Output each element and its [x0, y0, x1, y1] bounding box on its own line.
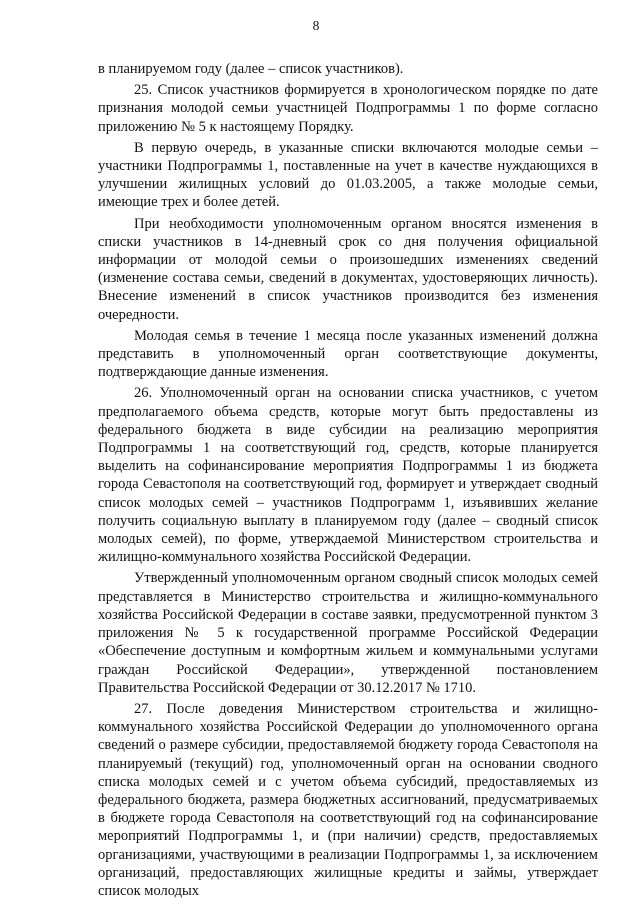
paragraph-approved-list: Утвержденный уполномоченным органом сводный список молодых семей представляется в Министерство строительства и жилищно-коммунального хозяйства Российской Федерации в составе заявки, предусмотренной пунктом 3 приложения № 5 к государственной программе Российской Федерации «Обеспечение доступным и комфортным жильем и коммунальными услугами граждан Российской Федерации», утвержденной постановлением Правительства Российской Федерации от 30.12.2017 № 1710. — [98, 570, 598, 696]
paragraph-27: 27. После доведения Министерством строительства и жилищно-коммунального хозяйства Российской Федерации до уполномоченного органа сведений о размере субсидии, предоставляемой бюджету города Севастополя на планируемый (текущий) год, уполномоченный орган на основании сводного списка молодых семей и с учетом объема субсидий, предоставляемых из федерального бюджета, размера бюджетных ассигнований, предусматриваемых в бюджете города Севастополя на соответствующий год на софинансирование мероприятий Подпрограммы 1, и (при наличии) средств, предоставляемых организациями, участвующими в реализации Подпрограммы 1, за исключением организаций, предоставляющих жилищные кредиты и займы, утверждает список молодых — [98, 700, 598, 899]
paragraph-26: 26. Уполномоченный орган на основании списка участников, с учетом предполагаемого объема средств, которые могут быть предоставлены из федерального бюджета в виде субсидии на реализацию мероприятия Подпрограммы 1 на соответствующий год, средств, которые планируется выделить на софинансирование мероприятия Подпрограммы 1 из бюджета города Севастополя на соответствующий год, формирует и утверждает сводный список молодых семей – участников Подпрограмм 1, изъявивших желание получить социальную выплату в планируемом году (далее – сводный список молодых семей), по форме, утверждаемой Министерством строительства и жилищно-коммунального хозяйства Российской Федерации. — [98, 385, 598, 566]
body-text — [98, 60, 598, 903]
page-number: 8 — [312, 18, 320, 33]
paragraph-25: 25. Список участников формируется в хронологическом порядке по дате признания молодой семьи участницей Подпрограммы 1 по форме согласно приложению № 5 к настоящему Порядку. — [98, 82, 598, 135]
paragraph-priority: В первую очередь, в указанные списки включаются молодые семьи – участники Подпрограммы 1, поставленные на учет в качестве нуждающихся в улучшении жилищных условий до 01.03.2005, а также молодые семьи, имеющие трех и более детей. — [98, 139, 598, 211]
paragraph-documents: Молодая семья в течение 1 месяца после указанных изменений должна представить в уполномоченный орган соответствующие документы, подтверждающие данные изменения. — [98, 327, 598, 381]
paragraph-continuation: в планируемом году (далее – список участников). — [98, 61, 404, 77]
paragraph-changes: При необходимости уполномоченным органом вносятся изменения в списки участников в 14-дневный срок со дня получения официальной информации от молодой семьи о произошедших изменениях сведений (изменение состава семьи, сведений в документах, удостоверяющих личность). Внесение изменений в список участников производится без изменения очередности. — [98, 215, 598, 323]
